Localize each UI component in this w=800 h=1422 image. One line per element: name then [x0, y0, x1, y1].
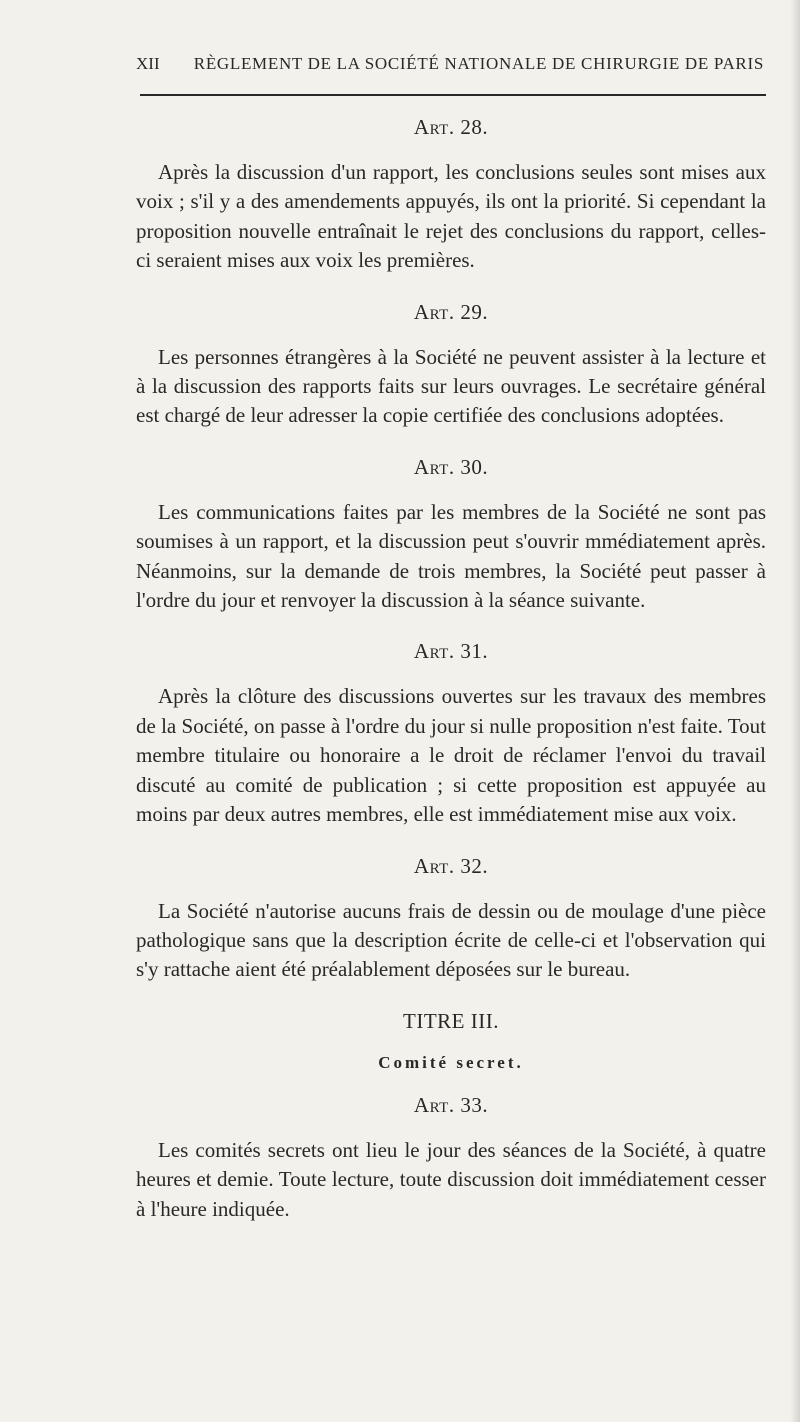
article-31-title: Art. 31.	[413, 639, 489, 664]
article-33-text: Les comités secrets ont lieu le jour des séances de la Société, à quatre heures et demie. Toute lecture, toute discussion doit immédiatement cesser à l'heure indiquée.	[136, 1137, 766, 1221]
page-body	[136, 112, 766, 1245]
running-head	[136, 54, 764, 74]
article-33-title: Art. 33.	[413, 1092, 489, 1117]
header-rule	[140, 94, 766, 96]
running-head-title: RÈGLEMENT DE LA SOCIÉTÉ NATIONALE DE CHIRURGIE DE PARIS	[193, 54, 764, 73]
page-edge-shadow	[790, 0, 800, 1422]
page-folio: XII	[136, 54, 160, 73]
titre-subtitle: Comité secret.	[378, 1052, 524, 1072]
article-30-text: Les communications faites par les membres de la Société ne sont pas soumises à un rapport, et la discussion peut s'ouvrir mmédiatement après. Néanmoins, sur la demande de trois membres, la Société peut passer à l'ordre du jour et renvoyer la discussion à la séance suivante.	[136, 499, 766, 613]
article-28-title: Art. 28.	[413, 115, 489, 139]
article-29-text: Les personnes étrangères à la Société ne peuvent assister à la lecture et à la discussion des rapports faits sur leurs ouvrages. Le secrétaire général est chargé de leur adresser la copie certifiée des conclusions adoptées.	[136, 344, 766, 428]
article-29-title: Art. 29.	[413, 299, 489, 324]
article-32-title: Art. 32.	[413, 853, 489, 878]
article-28-text: Après la discussion d'un rapport, les conclusions seules sont mises aux voix ; s'il y a des amendements appuyés, ils ont la priorité. Si cependant la proposition nouvelle entraînait le rejet des conclusions du rapport, celles-ci seraient mises aux voix les premières.	[136, 160, 766, 273]
article-31-text: Après la clôture des discussions ouvertes sur les travaux des membres de la Société, on passe à l'ordre du jour si nulle proposition n'est faite. Tout membre titulaire ou honoraire a le droit de réclamer l'envoi du travail discuté au comité de publication ; si cette proposition est appuyée au moins par deux autres membres, elle est immédiatement mise aux voix.	[136, 684, 766, 827]
article-32-text: La Société n'autorise aucuns frais de dessin ou de moulage d'une pièce pathologique sans que la description écrite de celle-ci et l'observation qui s'y rattache aient été préalablement déposées sur le bureau.	[136, 898, 766, 982]
titre-heading: TITRE III.	[403, 1008, 499, 1033]
article-30-title: Art. 30.	[413, 454, 489, 479]
